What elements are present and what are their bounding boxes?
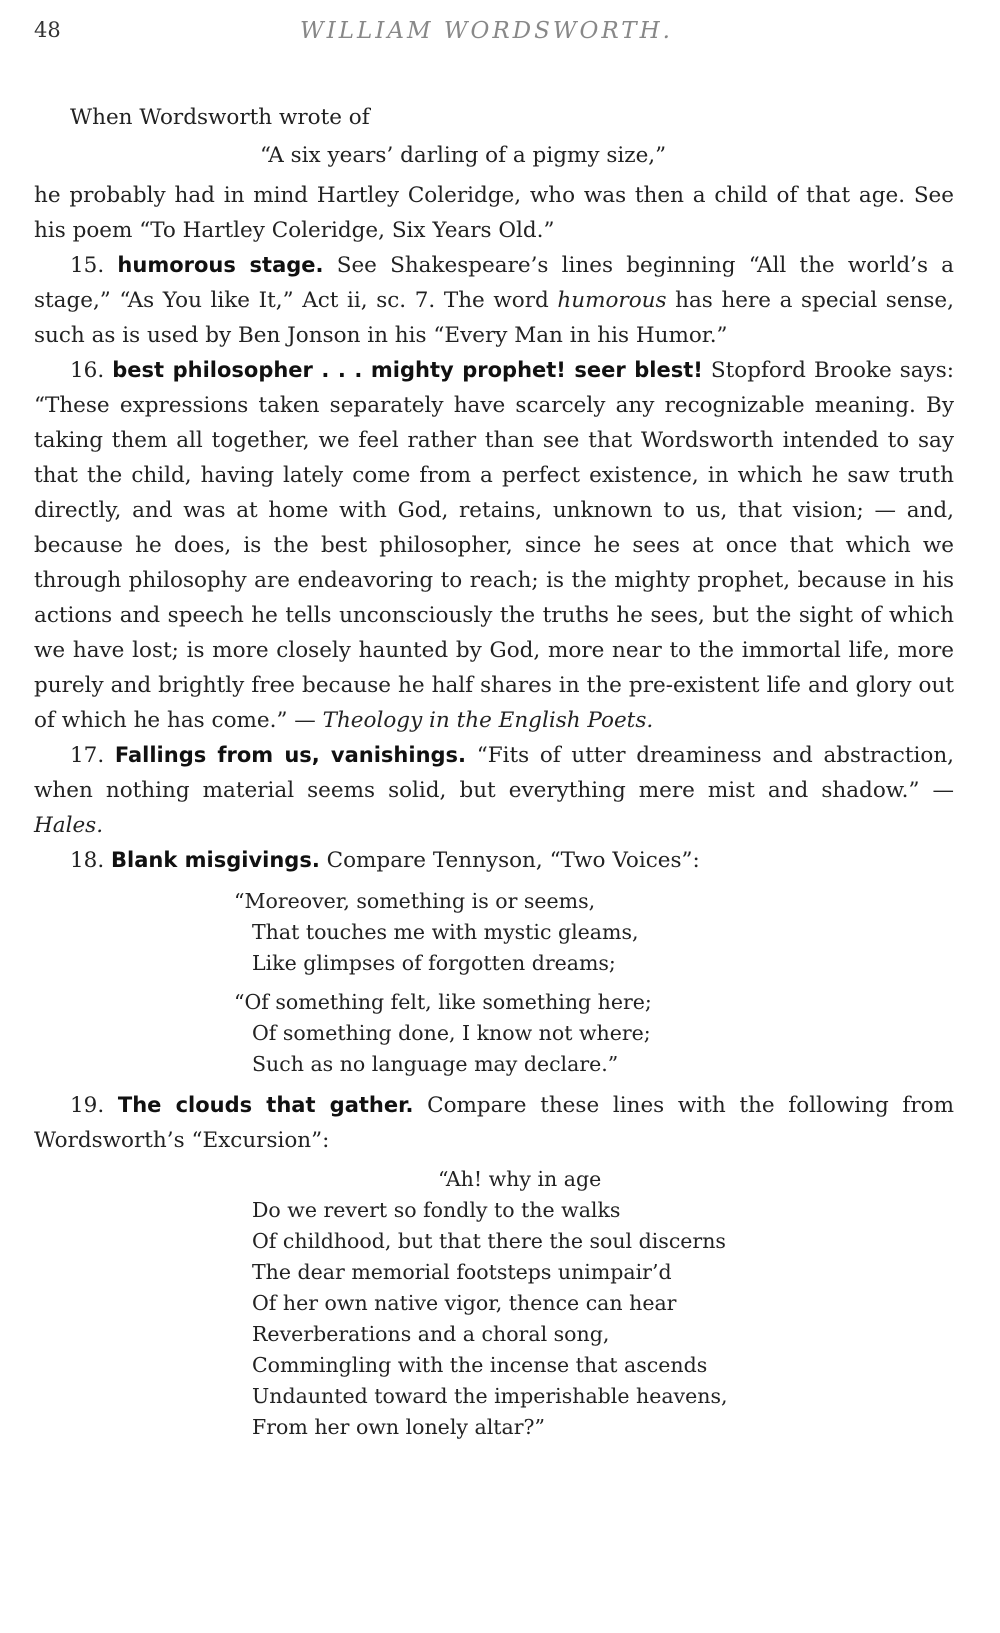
note-19 xyxy=(34,1088,954,1158)
note-source: Hales. xyxy=(34,813,104,838)
note-text: See Shakespeare’s lines beginning “All the world’s a stage,” “As You like It,” Act ii, sc. 7. The word xyxy=(34,253,955,313)
note-text: Stopford Brooke says: “These expressions taken separately have scarcely any recognizable meaning. By taking them all together, we feel rather than see that Wordsworth intended to say that the child, having lately come from a perfect existence, in which he saw truth directly, and was at home with God, retains, unknown to us, that vision; — and, because he does, is the best philosopher, since he sees at once that which we through philosophy are endeavoring to reach; is the mighty prophet, because in his actions and speech he tells unconsciously the truths he sees, but the sight of which we have lost; is more closely haunted by God, more near to the immortal life, more purely and brightly free because he half shares in the pre-existent life and glory out of which he has come.” — xyxy=(34,358,954,733)
note-17 xyxy=(34,738,954,843)
running-head: WILLIAM WORDSWORTH. xyxy=(300,18,673,44)
intro-follow: he probably had in mind Hartley Coleridge, who was then a child of that age. See his poem “To Hartley Coleridge, Six Years Old.” xyxy=(34,183,954,243)
page-number: 48 xyxy=(34,18,61,42)
note-emphasis: humorous xyxy=(557,288,667,313)
verse-line: The dear memorial footsteps unimpair’d xyxy=(252,1260,672,1284)
verse-line: Commingling with the incense that ascends xyxy=(252,1353,708,1377)
verse-line: “Moreover, something is or seems, xyxy=(234,889,596,913)
note-number: 15. xyxy=(70,253,105,278)
verse-line: Of her own native vigor, thence can hear xyxy=(252,1291,677,1315)
note-text: “Fits of utter dreaminess and abstraction, when nothing material seems solid, but everything mere mist and shadow.” — xyxy=(34,743,954,803)
intro-lead: When Wordsworth wrote of xyxy=(70,105,370,130)
verse-line: Of childhood, but that there the soul discerns xyxy=(252,1229,726,1253)
verse-line: “Of something felt, like something here; xyxy=(234,990,652,1014)
note-15 xyxy=(34,248,954,353)
verse-stanza-1 xyxy=(234,886,954,979)
intro-quote: “A six years’ darling of a pigmy size,” xyxy=(260,143,667,168)
verse-line: From her own lonely altar?” xyxy=(252,1415,545,1439)
verse-line: Undaunted toward the imperishable heavens, xyxy=(252,1384,728,1408)
verse-line: Of something done, I know not where; xyxy=(252,1021,651,1045)
verse-line: Like glimpses of forgotten dreams; xyxy=(252,951,616,975)
verse-line: Reverberations and a choral song, xyxy=(252,1322,610,1346)
note-18 xyxy=(34,843,954,878)
note-number: 17. xyxy=(70,743,105,768)
note-16 xyxy=(34,353,954,738)
note-text: Compare Tennyson, “Two Voices”: xyxy=(319,848,700,873)
note-headword: The clouds that gather. xyxy=(117,1093,414,1117)
note-text: Compare these lines with the following from Wordsworth’s “Excursion”: xyxy=(34,1093,954,1153)
verse-stanza-2 xyxy=(234,987,954,1080)
note-number: 19. xyxy=(70,1093,105,1118)
verse-line: Such as no language may declare.” xyxy=(252,1052,619,1076)
verse-line: “Ah! why in age xyxy=(438,1167,602,1191)
page-body xyxy=(34,100,954,1443)
note-headword: Fallings from us, vanishings. xyxy=(114,743,467,767)
note-headword: best philosopher . . . mighty prophet! seer blest! xyxy=(112,358,703,382)
note-number: 16. xyxy=(70,358,105,383)
note-number: 18. xyxy=(70,848,105,873)
note-headword: Blank misgivings. xyxy=(111,848,320,872)
verse-line: That touches me with mystic gleams, xyxy=(252,920,639,944)
note-headword: humorous stage. xyxy=(117,253,324,277)
excursion-quote xyxy=(252,1164,954,1443)
verse-line: Do we revert so fondly to the walks xyxy=(252,1198,621,1222)
note-source: Theology in the English Poets. xyxy=(322,708,654,733)
note-text: has here a special sense, such as is used by Ben Jonson in his “Every Man in his Humor.” xyxy=(34,288,954,348)
